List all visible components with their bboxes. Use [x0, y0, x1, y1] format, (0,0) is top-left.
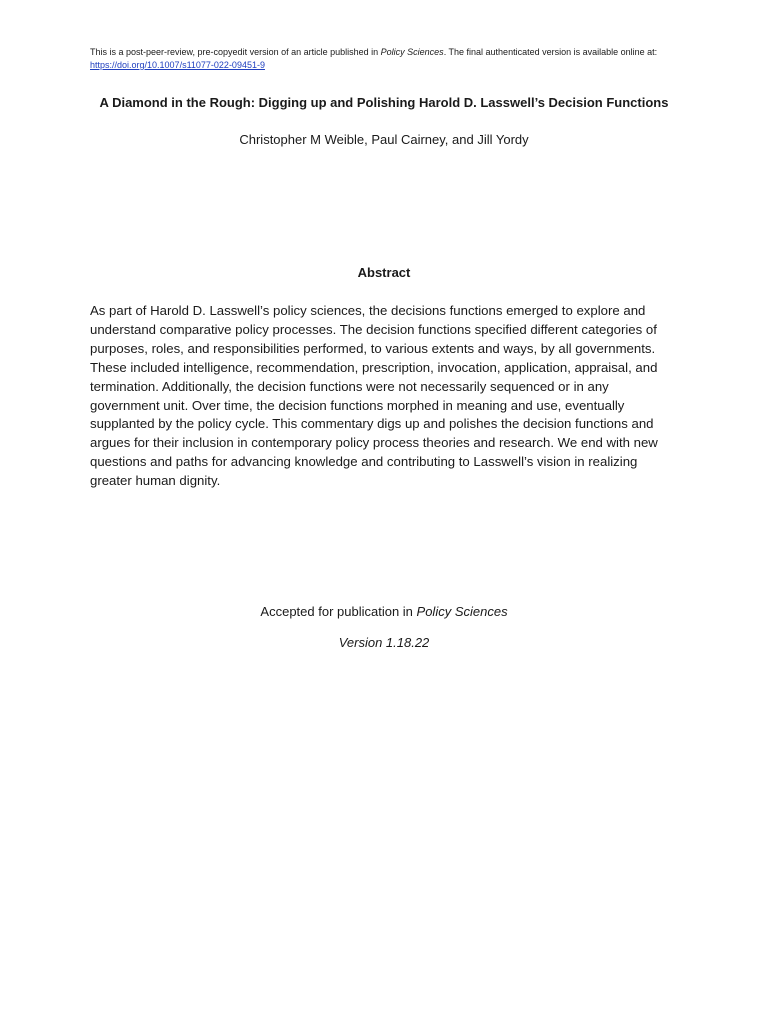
notice-text-after: . The final authenticated version is available online at:	[443, 47, 658, 57]
acceptance-prefix: Accepted for publication in	[260, 604, 417, 619]
version-label: Version 1.18.22	[338, 635, 430, 650]
acceptance-journal-name: Policy Sciences	[416, 604, 508, 619]
paper-title: A Diamond in the Rough: Digging up and Polishing Harold D. Lasswell’s Decision Functions	[99, 95, 669, 110]
copyright-notice	[90, 46, 690, 72]
abstract-body: As part of Harold D. Lasswell’s policy sciences, the decisions functions emerged to explore and understand comparative policy processes. The decision functions specified different categories of purposes, roles, and responsibilities performed, to various extents and ways, by all governments. These included intelligence, recommendation, prescription, invocation, application, appraisal, and termination. Additionally, the decision functions were not necessarily sequenced or in any government unit. Over time, the decision functions morphed in meaning and use, eventually supplanted by the policy cycle. This commentary digs up and polishes the decision functions and argues for their inclusion in contemporary policy process theories and research. We end with new questions and paths for advancing knowledge and contributing to Lasswell’s vision in realizing greater human dignity.	[90, 303, 658, 489]
acceptance-statement	[0, 603, 768, 621]
notice-text-before: This is a post-peer-review, pre-copyedit version of an article published in	[90, 47, 381, 57]
abstract-heading: Abstract	[357, 265, 411, 280]
paper-authors: Christopher M Weible, Paul Cairney, and Jill Yordy	[239, 132, 529, 147]
doi-link[interactable]: https://doi.org/10.1007/s11077-022-09451-9	[90, 60, 265, 70]
notice-journal-name: Policy Sciences	[380, 47, 444, 57]
